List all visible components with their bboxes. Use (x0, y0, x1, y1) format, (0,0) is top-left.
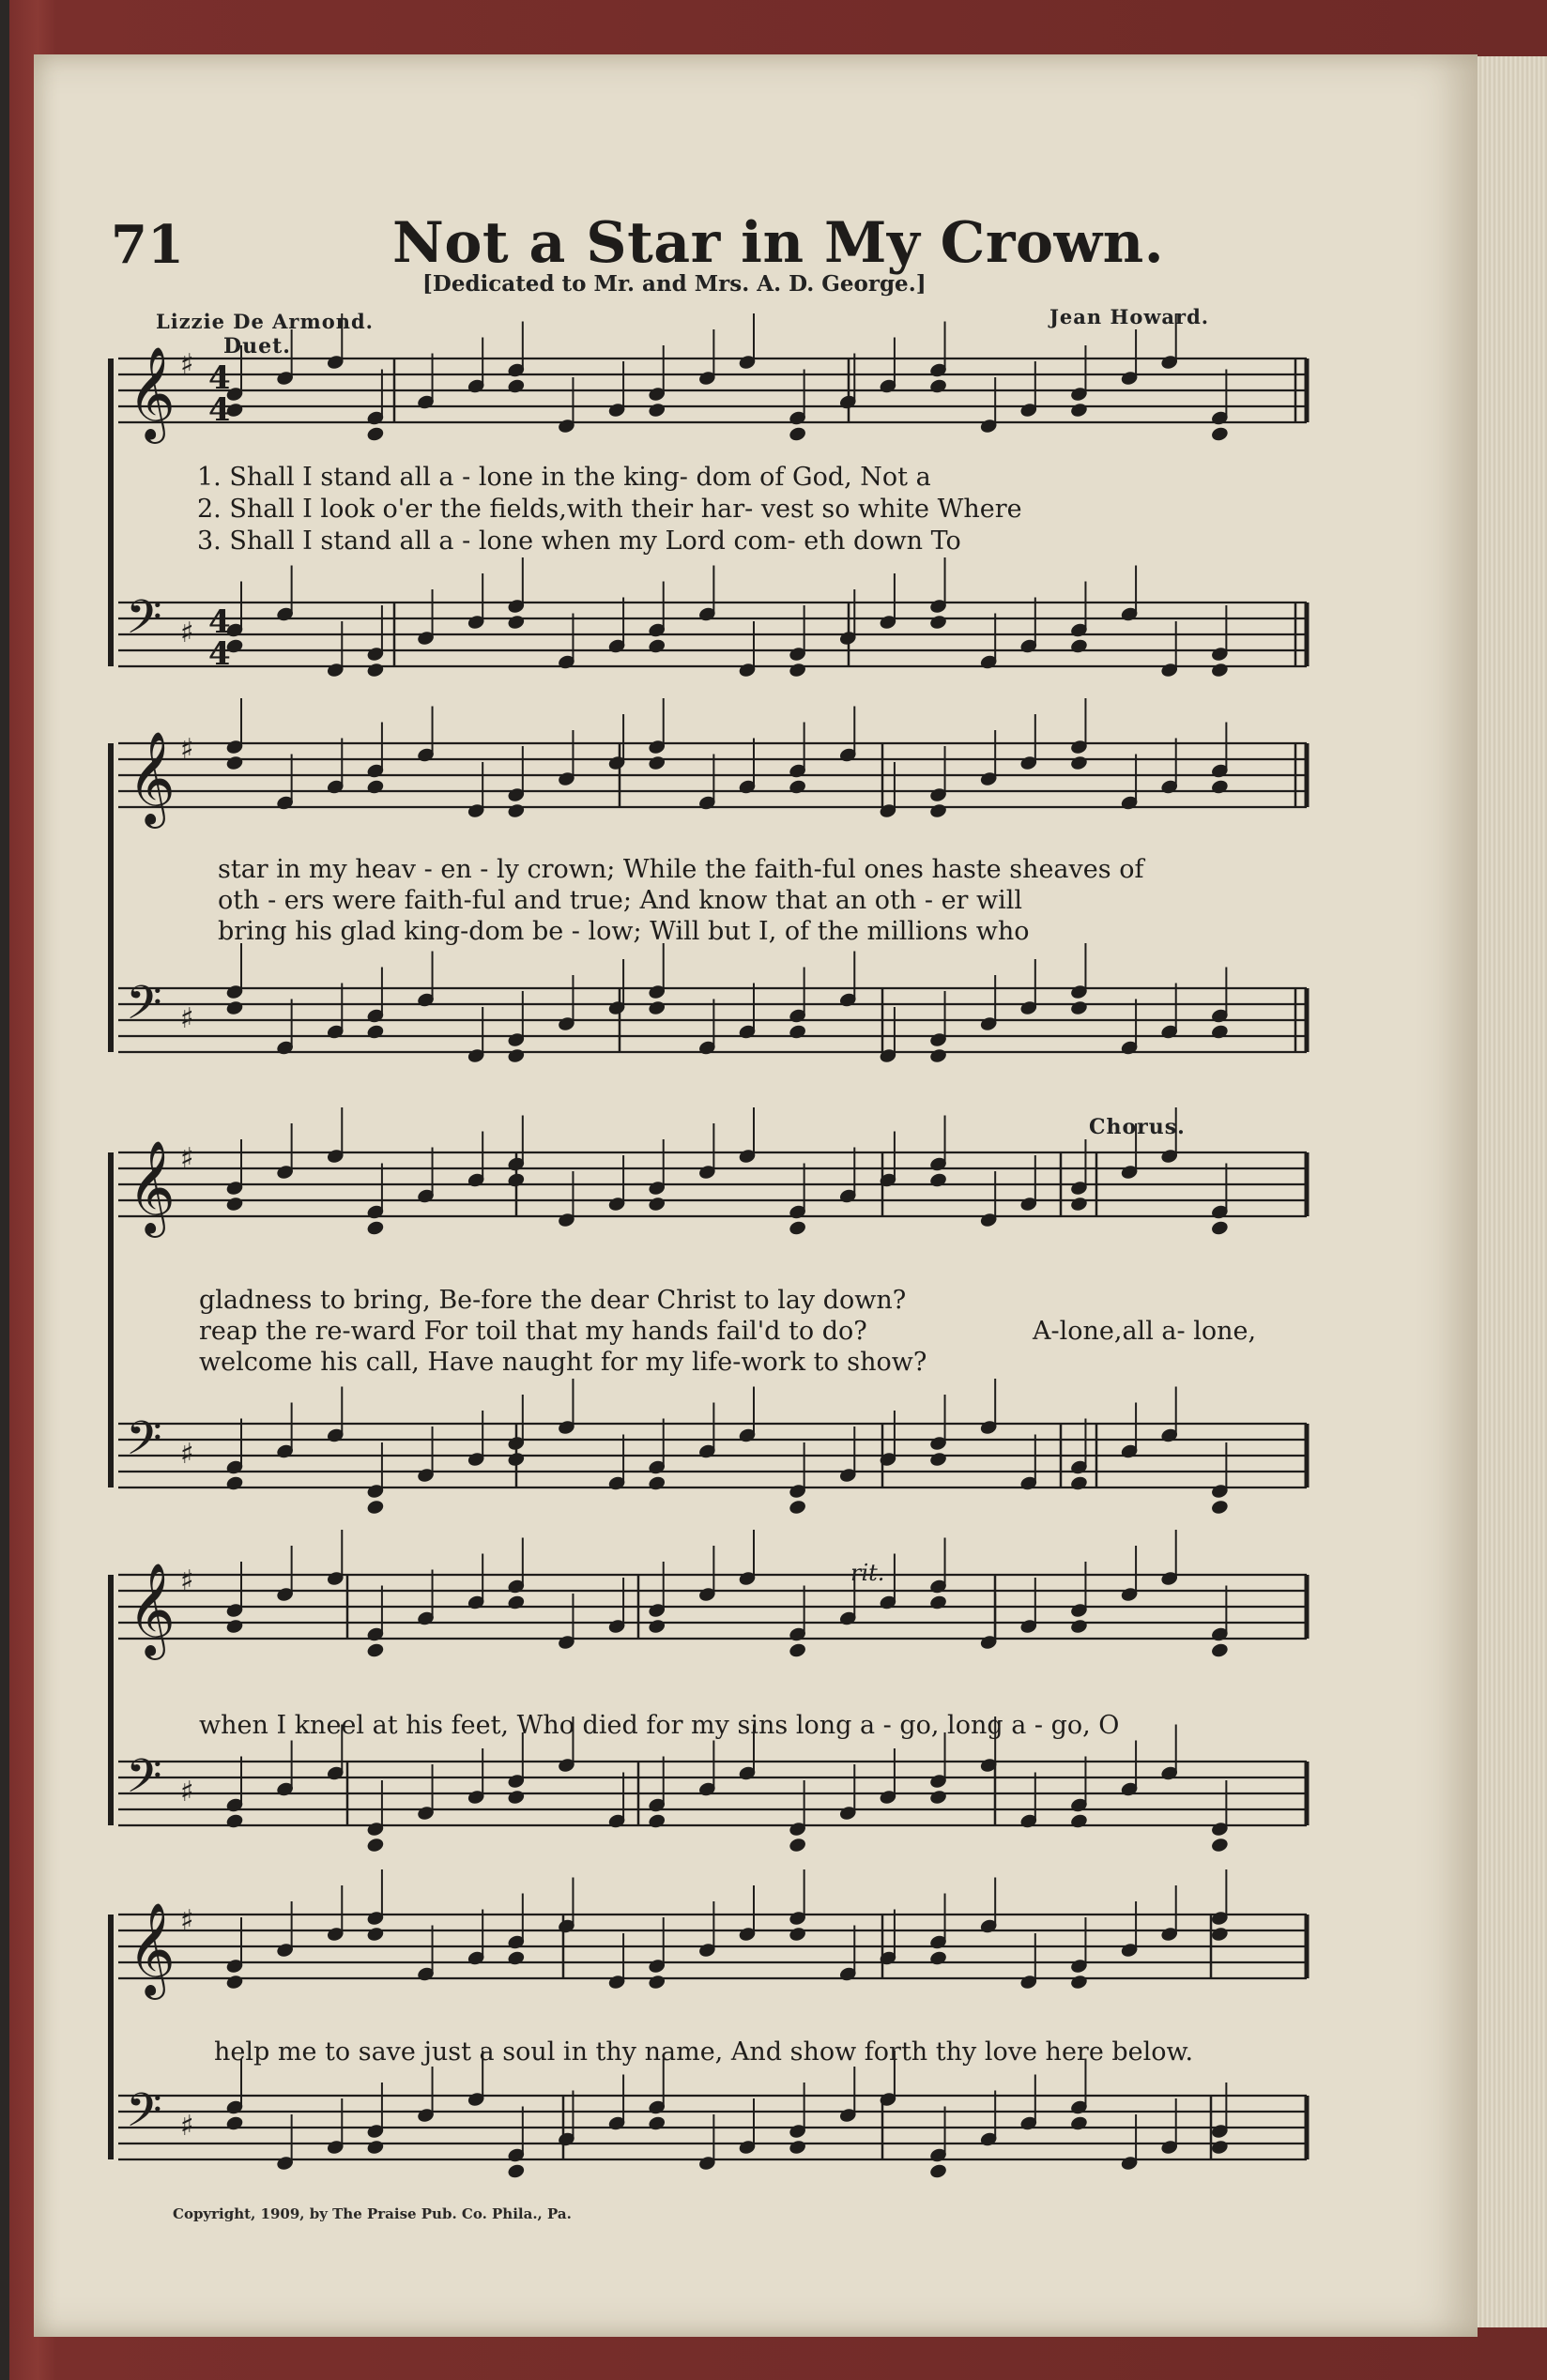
note-head (1069, 637, 1088, 654)
sharp-icon: ♯ (180, 617, 194, 649)
note-head (507, 614, 526, 631)
lyric-line: reap the re-ward For toil that my hands fail'd to do? (199, 1317, 867, 1346)
lyric-line: star in my heav - en - ly crown; While the faith-ful ones haste sheaves of (218, 855, 1144, 884)
dedication: [Dedicated to Mr. and Mrs. A. D. George.] (422, 271, 927, 297)
composer: Jean Howard. (1049, 305, 1210, 328)
sharp-icon: ♯ (180, 1776, 194, 1808)
note-head (1210, 1641, 1229, 1658)
sharp-icon: ♯ (180, 1904, 194, 1937)
note-head (225, 755, 244, 771)
lyric-line: 1. Shall I stand all a - lone in the king- dom of God, Not a (197, 463, 931, 492)
note-head (225, 999, 244, 1016)
note-head (788, 1837, 806, 1854)
note-head (788, 425, 806, 442)
part-label: Duet. (223, 334, 291, 359)
treble-clef-icon: 𝄞 (128, 1902, 176, 1996)
time-signature-digit: 4 (208, 603, 231, 641)
note-head (648, 1196, 666, 1213)
time-signature-digit: 4 (208, 391, 231, 429)
note-head (1069, 1474, 1088, 1491)
note-head (648, 1812, 666, 1829)
note-head (928, 1789, 947, 1806)
treble-clef-icon: 𝄞 (128, 1563, 176, 1656)
bass-clef-icon: 𝄢 (126, 590, 162, 656)
note-head (1210, 1499, 1229, 1516)
hymn-title: Not a Star in My Crown. (392, 210, 1165, 276)
note-head (366, 1499, 385, 1516)
sharp-icon: ♯ (180, 2110, 194, 2143)
note-head (1069, 999, 1088, 1016)
note-head (225, 1196, 244, 1213)
note-head (366, 1023, 385, 1040)
note-head (928, 1171, 947, 1188)
note-head (1210, 1219, 1229, 1236)
note-head (1210, 2139, 1229, 2156)
note-head (366, 1219, 385, 1236)
sharp-icon: ♯ (180, 733, 194, 766)
bass-clef-icon: 𝄢 (126, 2083, 162, 2149)
note-head (366, 2139, 385, 2156)
note-head (648, 755, 666, 771)
note-head (648, 2114, 666, 2131)
sharp-icon: ♯ (180, 1142, 194, 1175)
sharp-icon: ♯ (180, 1564, 194, 1597)
note-head (788, 662, 806, 679)
note-head (928, 614, 947, 631)
note-head (1210, 1926, 1229, 1943)
sharp-icon: ♯ (180, 1002, 194, 1035)
note-head (928, 377, 947, 394)
note-head (648, 1474, 666, 1491)
note-head (788, 1023, 806, 1040)
note-head (366, 662, 385, 679)
bass-clef-icon: 𝄢 (126, 976, 162, 1042)
note-head (648, 1974, 666, 1991)
hymn-number: 71 (111, 214, 184, 276)
lyricist: Lizzie De Armond. (156, 310, 374, 333)
note-head (1210, 662, 1229, 679)
note-head (788, 1219, 806, 1236)
note-head (366, 778, 385, 795)
note-head (928, 1594, 947, 1610)
lyric-line: 3. Shall I stand all a - lone when my Lord com- eth down To (197, 526, 961, 556)
sharp-icon: ♯ (180, 1438, 194, 1471)
note-head (648, 637, 666, 654)
note-head (788, 2139, 806, 2156)
note-head (648, 1618, 666, 1635)
note-head (1069, 402, 1088, 419)
note-head (1069, 1618, 1088, 1635)
lyric-line: gladness to bring, Be-fore the dear Christ to lay down? (199, 1286, 907, 1315)
note-head (1210, 1837, 1229, 1854)
treble-clef-icon: 𝄞 (128, 731, 176, 825)
note-head (1069, 1812, 1088, 1829)
note-head (788, 1641, 806, 1658)
lyric-line: 2. Shall I look o'er the fields,with their har- vest so white Where (197, 495, 1022, 524)
note-head (225, 1618, 244, 1635)
note-head (225, 2114, 244, 2131)
chorus-label: Chorus. (1089, 1115, 1186, 1139)
copyright-footer: Copyright, 1909, by The Praise Pub. Co. Phila., Pa. (173, 2205, 572, 2222)
lyric-line: welcome his call, Have naught for my life-work to show? (199, 1348, 927, 1377)
bass-clef-icon: 𝄢 (126, 1749, 162, 1815)
lyric-line: bring his glad king-dom be - low; Will but I, of the millions who (218, 917, 1030, 946)
time-signature-digit: 4 (208, 359, 231, 397)
note-head (928, 1949, 947, 1966)
note-head (507, 802, 526, 819)
note-head (648, 402, 666, 419)
note-head (1210, 1023, 1229, 1040)
note-head (1069, 755, 1088, 771)
note-head (366, 425, 385, 442)
note-head (225, 1474, 244, 1491)
note-head (928, 1451, 947, 1468)
note-head (507, 1047, 526, 1064)
note-head (507, 377, 526, 394)
note-head (928, 1047, 947, 1064)
note-head (366, 1641, 385, 1658)
lyric-line: oth - ers were faith-ful and true; And know that an oth - er will (218, 886, 1023, 915)
treble-clef-icon: 𝄞 (128, 1140, 176, 1234)
note-head (366, 1837, 385, 1854)
note-head (1069, 2114, 1088, 2131)
note-head (1069, 1196, 1088, 1213)
sharp-icon: ♯ (180, 348, 194, 381)
note-head (225, 1974, 244, 1991)
tempo-marking: rit. (850, 1560, 885, 1586)
note-head (507, 1789, 526, 1806)
note-head (366, 1926, 385, 1943)
note-head (928, 2162, 947, 2179)
treble-clef-icon: 𝄞 (128, 346, 176, 440)
note-head (928, 802, 947, 819)
note-head (788, 1926, 806, 1943)
note-head (507, 1171, 526, 1188)
note-head (225, 1812, 244, 1829)
note-head (507, 1594, 526, 1610)
bass-clef-icon: 𝄢 (126, 1411, 162, 1477)
note-head (1210, 425, 1229, 442)
time-signature-digit: 4 (208, 635, 231, 673)
note-head (648, 999, 666, 1016)
chorus-refrain: A-lone,all a- lone, (1033, 1317, 1257, 1346)
note-head (1069, 1974, 1088, 1991)
note-head (788, 1499, 806, 1516)
lyric-line: when I kneel at his feet, Who died for my sins long a - go, long a - go, O (199, 1711, 1120, 1740)
note-head (507, 1451, 526, 1468)
note-head (1210, 778, 1229, 795)
lyric-line: help me to save just a soul in thy name, And show forth thy love here below. (214, 2037, 1194, 2067)
note-head (507, 2162, 526, 2179)
note-head (507, 1949, 526, 1966)
note-head (788, 778, 806, 795)
